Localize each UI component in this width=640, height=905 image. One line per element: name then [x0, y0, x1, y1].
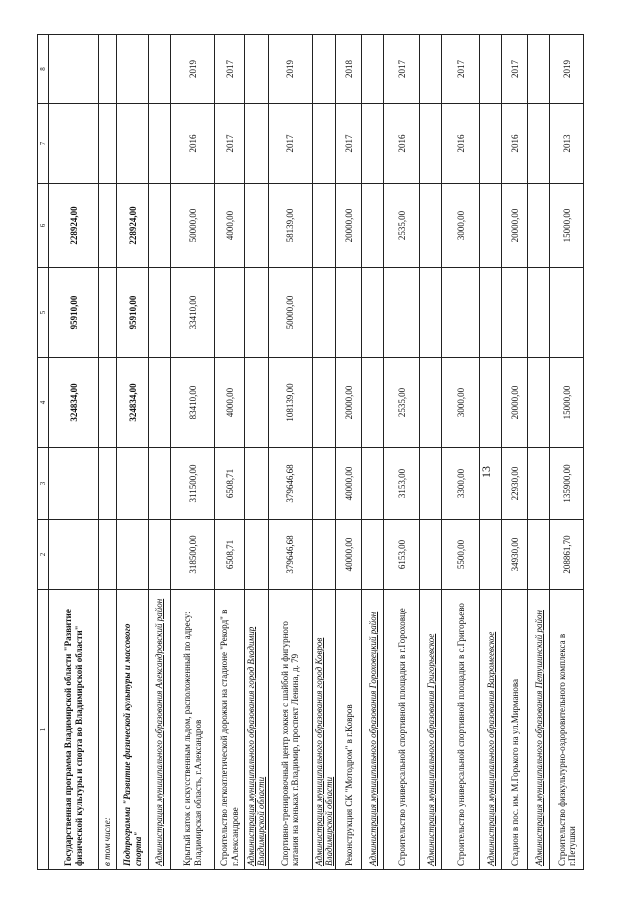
value-cell-c6: 228924,00 — [117, 184, 149, 268]
value-cell-c8: 2017 — [215, 35, 245, 104]
column-header: 5 — [38, 268, 49, 358]
value-cell-c4 — [362, 358, 384, 448]
table-row — [49, 35, 99, 870]
table-row — [384, 35, 420, 870]
row-name-cell: Администрация муниципального образования Григорьевское — [420, 590, 442, 870]
row-name-cell: Администрация муниципального образования Александровский район — [149, 590, 171, 870]
table-row — [336, 35, 362, 870]
value-cell-c8 — [49, 35, 99, 104]
value-cell-c4: 324834,00 — [49, 358, 99, 448]
row-name-cell: Строительство легкоатлетической дорожки на стадионе "Рекорд" в г.Александрове — [215, 590, 245, 870]
value-cell-c7: 2017 — [336, 104, 362, 184]
value-cell-c3 — [117, 448, 149, 520]
value-cell-c2 — [312, 520, 336, 590]
page-number: 13 — [479, 466, 493, 478]
value-cell-c8: 2019 — [171, 35, 215, 104]
value-cell-c3 — [528, 448, 550, 520]
value-cell-c5 — [215, 268, 245, 358]
table-row — [171, 35, 215, 870]
value-cell-c2 — [117, 520, 149, 590]
value-cell-c5 — [336, 268, 362, 358]
value-cell-c2 — [49, 520, 99, 590]
value-cell-c8: 2018 — [336, 35, 362, 104]
value-cell-c5 — [420, 268, 442, 358]
row-name-cell: Крытый каток с искусственным льдом, расположенный по адресу: Владимирская область, г.Александров — [171, 590, 215, 870]
value-cell-c4 — [245, 358, 269, 448]
value-cell-c3 — [362, 448, 384, 520]
value-cell-c7 — [49, 104, 99, 184]
column-header: 1 — [38, 590, 49, 870]
value-cell-c7: 2016 — [384, 104, 420, 184]
value-cell-c7 — [312, 104, 336, 184]
column-header: 2 — [38, 520, 49, 590]
value-cell-c5: 50000,00 — [268, 268, 312, 358]
value-cell-c7: 2016 — [171, 104, 215, 184]
value-cell-c4: 15000,00 — [550, 358, 584, 448]
value-cell-c6: 3000,00 — [442, 184, 480, 268]
value-cell-c3 — [99, 448, 117, 520]
value-cell-c7 — [362, 104, 384, 184]
value-cell-c6: 58139,00 — [268, 184, 312, 268]
value-cell-c2: 34930,00 — [502, 520, 528, 590]
row-name-cell: Подпрограмма "Развитие физической культуры и массового спорта" — [117, 590, 149, 870]
value-cell-c2 — [149, 520, 171, 590]
value-cell-c3 — [245, 448, 269, 520]
value-cell-c5 — [312, 268, 336, 358]
value-cell-c5 — [149, 268, 171, 358]
value-cell-c6: 2535,00 — [384, 184, 420, 268]
column-header: 4 — [38, 358, 49, 448]
value-cell-c4 — [312, 358, 336, 448]
value-cell-c3: 3153,00 — [384, 448, 420, 520]
table-row — [312, 35, 336, 870]
value-cell-c6: 228924,00 — [49, 184, 99, 268]
budget-table — [37, 34, 584, 870]
value-cell-c5: 33410,00 — [171, 268, 215, 358]
table-row — [117, 35, 149, 870]
value-cell-c8: 2017 — [442, 35, 480, 104]
row-name-cell: Администрация муниципального образования Петушинский район — [528, 590, 550, 870]
value-cell-c4 — [528, 358, 550, 448]
value-cell-c3: 40000,00 — [336, 448, 362, 520]
row-name-cell: в том числе: — [99, 590, 117, 870]
value-cell-c6 — [99, 184, 117, 268]
table-row — [502, 35, 528, 870]
rotated-table-frame — [37, 35, 582, 870]
value-cell-c5 — [245, 268, 269, 358]
value-cell-c5 — [550, 268, 584, 358]
value-cell-c8 — [245, 35, 269, 104]
row-name-cell: Стадион в пос. им. М.Горького на ул.Мирманова — [502, 590, 528, 870]
row-name-cell: Государственная программа Владимирской области "Развитие физической культуры и спорта во Владимирской области" — [49, 590, 99, 870]
value-cell-c3 — [312, 448, 336, 520]
value-cell-c6 — [480, 184, 502, 268]
value-cell-c5: 95910,00 — [117, 268, 149, 358]
table-row — [99, 35, 117, 870]
value-cell-c2: 379646,68 — [268, 520, 312, 590]
value-cell-c6 — [362, 184, 384, 268]
row-name-cell: Реконструкция СК "Мотодром" в г.Ковров — [336, 590, 362, 870]
value-cell-c8 — [99, 35, 117, 104]
value-cell-c8: 2017 — [502, 35, 528, 104]
value-cell-c8 — [362, 35, 384, 104]
value-cell-c2: 6508,71 — [215, 520, 245, 590]
row-name-cell: Строительство универсальной спортивной площадки в с.Григорьево — [442, 590, 480, 870]
table-row — [362, 35, 384, 870]
value-cell-c5 — [442, 268, 480, 358]
table-row — [149, 35, 171, 870]
value-cell-c8 — [149, 35, 171, 104]
column-header: 6 — [38, 184, 49, 268]
row-name-cell: Администрация муниципального образования город Ковров Владимирской области — [312, 590, 336, 870]
value-cell-c8 — [312, 35, 336, 104]
table-row — [420, 35, 442, 870]
value-cell-c4: 20000,00 — [336, 358, 362, 448]
value-cell-c5 — [384, 268, 420, 358]
value-cell-c8 — [480, 35, 502, 104]
table-row — [550, 35, 584, 870]
value-cell-c5 — [480, 268, 502, 358]
value-cell-c3: 22930,00 — [502, 448, 528, 520]
value-cell-c3: 135900,00 — [550, 448, 584, 520]
value-cell-c7 — [420, 104, 442, 184]
value-cell-c4: 4000,00 — [215, 358, 245, 448]
value-cell-c2: 40000,00 — [336, 520, 362, 590]
value-cell-c3 — [149, 448, 171, 520]
value-cell-c6: 50000,00 — [171, 184, 215, 268]
row-name-cell: Строительство физкультурно-оздоровительного комплекса в г.Петушки — [550, 590, 584, 870]
value-cell-c3 — [480, 448, 502, 520]
value-cell-c2: 5500,00 — [442, 520, 480, 590]
value-cell-c4 — [480, 358, 502, 448]
value-cell-c7: 2013 — [550, 104, 584, 184]
value-cell-c3: 379646,68 — [268, 448, 312, 520]
value-cell-c7 — [149, 104, 171, 184]
value-cell-c4 — [149, 358, 171, 448]
value-cell-c2: 208861,70 — [550, 520, 584, 590]
value-cell-c6: 20000,00 — [336, 184, 362, 268]
value-cell-c6 — [149, 184, 171, 268]
table-row — [245, 35, 269, 870]
value-cell-c8 — [528, 35, 550, 104]
value-cell-c7 — [245, 104, 269, 184]
value-cell-c4 — [99, 358, 117, 448]
value-cell-c3 — [49, 448, 99, 520]
value-cell-c4 — [420, 358, 442, 448]
table-row — [215, 35, 245, 870]
value-cell-c2 — [480, 520, 502, 590]
table-row — [442, 35, 480, 870]
value-cell-c2 — [528, 520, 550, 590]
row-name-cell: Спортивно-тренировочный центр хоккея с шайбой и фигурного катания на коньках г.Владимир, проспект Ленина, д. 79 — [268, 590, 312, 870]
value-cell-c8: 2019 — [550, 35, 584, 104]
value-cell-c7: 2017 — [268, 104, 312, 184]
value-cell-c2: 318500,00 — [171, 520, 215, 590]
value-cell-c5: 95910,00 — [49, 268, 99, 358]
value-cell-c6: 15000,00 — [550, 184, 584, 268]
value-cell-c5 — [528, 268, 550, 358]
value-cell-c6: 4000,00 — [215, 184, 245, 268]
value-cell-c4: 3000,00 — [442, 358, 480, 448]
value-cell-c7 — [117, 104, 149, 184]
value-cell-c3: 311500,00 — [171, 448, 215, 520]
value-cell-c8 — [420, 35, 442, 104]
value-cell-c3 — [420, 448, 442, 520]
value-cell-c7: 2016 — [442, 104, 480, 184]
value-cell-c2: 6153,00 — [384, 520, 420, 590]
value-cell-c5 — [362, 268, 384, 358]
value-cell-c2 — [362, 520, 384, 590]
table-row — [480, 35, 502, 870]
value-cell-c7: 2016 — [502, 104, 528, 184]
value-cell-c4: 83410,00 — [171, 358, 215, 448]
value-cell-c7 — [528, 104, 550, 184]
value-cell-c5 — [502, 268, 528, 358]
value-cell-c7 — [480, 104, 502, 184]
column-number-row — [38, 35, 49, 870]
value-cell-c8 — [117, 35, 149, 104]
value-cell-c6 — [245, 184, 269, 268]
value-cell-c8: 2017 — [384, 35, 420, 104]
value-cell-c6 — [528, 184, 550, 268]
value-cell-c4: 2535,00 — [384, 358, 420, 448]
value-cell-c4: 108139,00 — [268, 358, 312, 448]
value-cell-c2 — [420, 520, 442, 590]
value-cell-c2 — [245, 520, 269, 590]
column-header: 7 — [38, 104, 49, 184]
value-cell-c6: 20000,00 — [502, 184, 528, 268]
value-cell-c3: 6508,71 — [215, 448, 245, 520]
value-cell-c7 — [99, 104, 117, 184]
row-name-cell: Строительство универсальной спортивной площадки в г.Гороховце — [384, 590, 420, 870]
table-row — [528, 35, 550, 870]
value-cell-c5 — [99, 268, 117, 358]
row-name-cell: Администрация муниципального образования город Владимир Владимирской области — [245, 590, 269, 870]
value-cell-c6 — [420, 184, 442, 268]
column-header: 8 — [38, 35, 49, 104]
value-cell-c8: 2019 — [268, 35, 312, 104]
value-cell-c6 — [312, 184, 336, 268]
value-cell-c2 — [99, 520, 117, 590]
table-row — [268, 35, 312, 870]
value-cell-c4: 324834,00 — [117, 358, 149, 448]
row-name-cell: Администрация муниципального образования Гороховецкий район — [362, 590, 384, 870]
row-name-cell: Администрация муниципального образования Вахромеевское — [480, 590, 502, 870]
value-cell-c7: 2017 — [215, 104, 245, 184]
table-body — [38, 35, 584, 870]
value-cell-c3: 3300,00 — [442, 448, 480, 520]
value-cell-c4: 20000,00 — [502, 358, 528, 448]
column-header: 3 — [38, 448, 49, 520]
